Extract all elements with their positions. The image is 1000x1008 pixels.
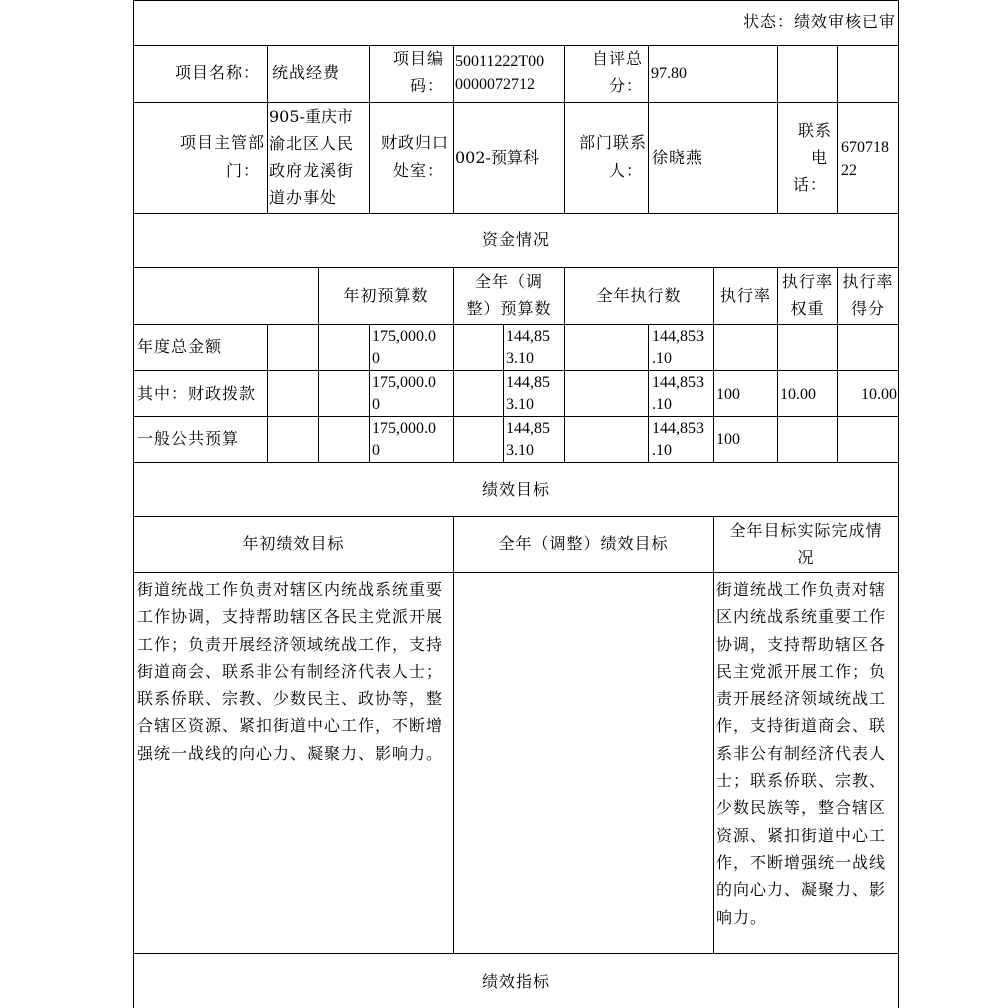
- contact-value: 徐晓燕: [652, 148, 704, 167]
- col-weight-line1: 执行率: [781, 272, 833, 291]
- indicators-section-title: 绩效指标: [481, 972, 550, 991]
- phone-label-line2: 电: [810, 148, 828, 167]
- phone-value-line1: 670718: [841, 139, 889, 156]
- rule: [133, 45, 899, 46]
- rule: [133, 516, 899, 517]
- rule: [133, 324, 899, 325]
- dept-value-line4: 道办事处: [269, 188, 338, 207]
- rule: [133, 267, 899, 268]
- rule: [133, 0, 134, 1008]
- rule: [133, 370, 899, 371]
- funds-initial-line1: 175,000.0: [372, 374, 436, 391]
- rule: [133, 213, 899, 214]
- funds-executed-line2: .10: [652, 442, 672, 459]
- project-code-label-line2: 码：: [409, 76, 444, 95]
- rule: [453, 45, 454, 213]
- rule: [133, 462, 899, 463]
- self-score-value: 97.80: [651, 65, 687, 82]
- funds-initial-line1: 175,000.0: [372, 420, 436, 437]
- dept-value-line2: 渝北区人民: [269, 134, 355, 153]
- project-name-label: 项目名称：: [174, 63, 260, 82]
- rule: [267, 45, 268, 213]
- finance-office-label-line1: 财政归口: [380, 133, 449, 152]
- rule: [503, 324, 504, 462]
- rule: [369, 45, 370, 213]
- funds-executed-line2: .10: [652, 350, 672, 367]
- dept-value-line3: 政府龙溪街: [269, 161, 355, 180]
- dept-label-line1: 项目主管部: [179, 133, 265, 152]
- dept-value-line1: 905-重庆市: [269, 107, 353, 126]
- rule: [837, 45, 838, 213]
- project-code-value-line1: 50011222T00: [455, 53, 545, 70]
- funds-adjusted-line1: 144,85: [506, 374, 550, 391]
- rule: [777, 45, 778, 213]
- funds-executed-line1: 144,853: [652, 328, 704, 345]
- col-initial-goal: 年初绩效目标: [242, 534, 345, 553]
- funds-initial-line2: 0: [372, 442, 380, 459]
- funds-section-title: 资金情况: [481, 230, 550, 249]
- rule: [648, 45, 649, 213]
- rule: [648, 324, 649, 462]
- contact-label-line2: 人：: [608, 161, 643, 180]
- funds-initial-line1: 175,000.0: [372, 328, 436, 345]
- funds-score: 10.00: [861, 386, 897, 403]
- col-rate: 执行率: [719, 286, 771, 305]
- funds-rate: 100: [716, 431, 740, 448]
- col-actual-goal-line1: 全年目标实际完成情: [729, 521, 883, 540]
- funds-adjusted-line2: 3.10: [506, 396, 534, 413]
- contact-label-line1: 部门联系: [578, 133, 647, 152]
- funds-rate: 100: [716, 386, 740, 403]
- rule: [267, 324, 268, 462]
- status-text: 状态：绩效审核已审: [742, 12, 896, 31]
- rule: [713, 516, 714, 953]
- project-name-value: 统战经费: [272, 63, 341, 82]
- funds-adjusted-line1: 144,85: [506, 328, 550, 345]
- phone-label-line3: 话：: [792, 175, 827, 194]
- funds-initial-line2: 0: [372, 396, 380, 413]
- rule: [453, 516, 454, 953]
- self-score-label-line2: 分：: [608, 76, 643, 95]
- funds-row-label: 年度总金额: [137, 337, 223, 356]
- col-score-line1: 执行率: [842, 272, 894, 291]
- rule: [133, 102, 899, 103]
- finance-office-label-line2: 处室：: [392, 161, 444, 180]
- rule: [133, 953, 899, 954]
- col-adjusted-budget-line2: 整）预算数: [466, 299, 552, 318]
- funds-row-label: 其中：财政拨款: [137, 384, 257, 403]
- funds-adjusted-line2: 3.10: [506, 350, 534, 367]
- rule: [564, 45, 565, 213]
- funds-executed-line2: .10: [652, 396, 672, 413]
- col-actual-goal-line2: 况: [797, 548, 815, 567]
- col-adjusted-goal: 全年（调整）绩效目标: [498, 534, 669, 553]
- project-code-label-line1: 项目编: [392, 49, 444, 68]
- funds-adjusted-line2: 3.10: [506, 442, 534, 459]
- col-executed: 全年执行数: [596, 286, 682, 305]
- funds-weight: 10.00: [780, 386, 816, 403]
- actual-goal-text: 街道统战工作负责对辖区内统战系统重要工作协调，支持帮助辖区各民主党派开展工作；负责开展经济领域统战工作，支持街道商会、联系非公有制经济代表人士；联系侨联、宗教、少数民族等，整合辖区资源、紧扣街道中心工作，不断增强统一战线的向心力、凝聚力、影响力。: [716, 580, 887, 927]
- dept-label-line2: 门：: [225, 161, 260, 180]
- col-initial-budget: 年初预算数: [343, 286, 429, 305]
- funds-initial-line2: 0: [372, 350, 380, 367]
- rule: [369, 324, 370, 462]
- funds-row-label: 一般公共预算: [137, 429, 240, 448]
- project-code-value-line2: 0000072712: [455, 76, 535, 93]
- col-adjusted-budget-line1: 全年（调: [474, 272, 543, 291]
- finance-office-value: 002-预算科: [455, 148, 539, 167]
- rule: [133, 572, 899, 573]
- col-weight-line2: 权重: [790, 299, 825, 318]
- phone-value-line2: 22: [841, 162, 857, 179]
- rule: [133, 416, 899, 417]
- rule: [898, 0, 899, 1008]
- rule: [133, 0, 899, 1]
- funds-executed-line1: 144,853: [652, 420, 704, 437]
- self-score-label-line1: 自评总: [591, 49, 643, 68]
- col-score-line2: 得分: [850, 299, 885, 318]
- initial-goal-text: 街道统战工作负责对辖区内统战系统重要工作协调，支持帮助辖区各民主党派开展工作；负责开展经济领域统战工作，支持街道商会、联系非公有制经济代表人士；联系侨联、宗教、少数民主、政协等，整合辖区资源、紧扣街道中心工作，不断增强统一战线的向心力、凝聚力、影响力。: [137, 580, 444, 763]
- funds-adjusted-line1: 144,85: [506, 420, 550, 437]
- funds-executed-line1: 144,853: [652, 374, 704, 391]
- goals-section-title: 绩效目标: [481, 480, 550, 499]
- phone-label-line1: 联系: [797, 121, 832, 140]
